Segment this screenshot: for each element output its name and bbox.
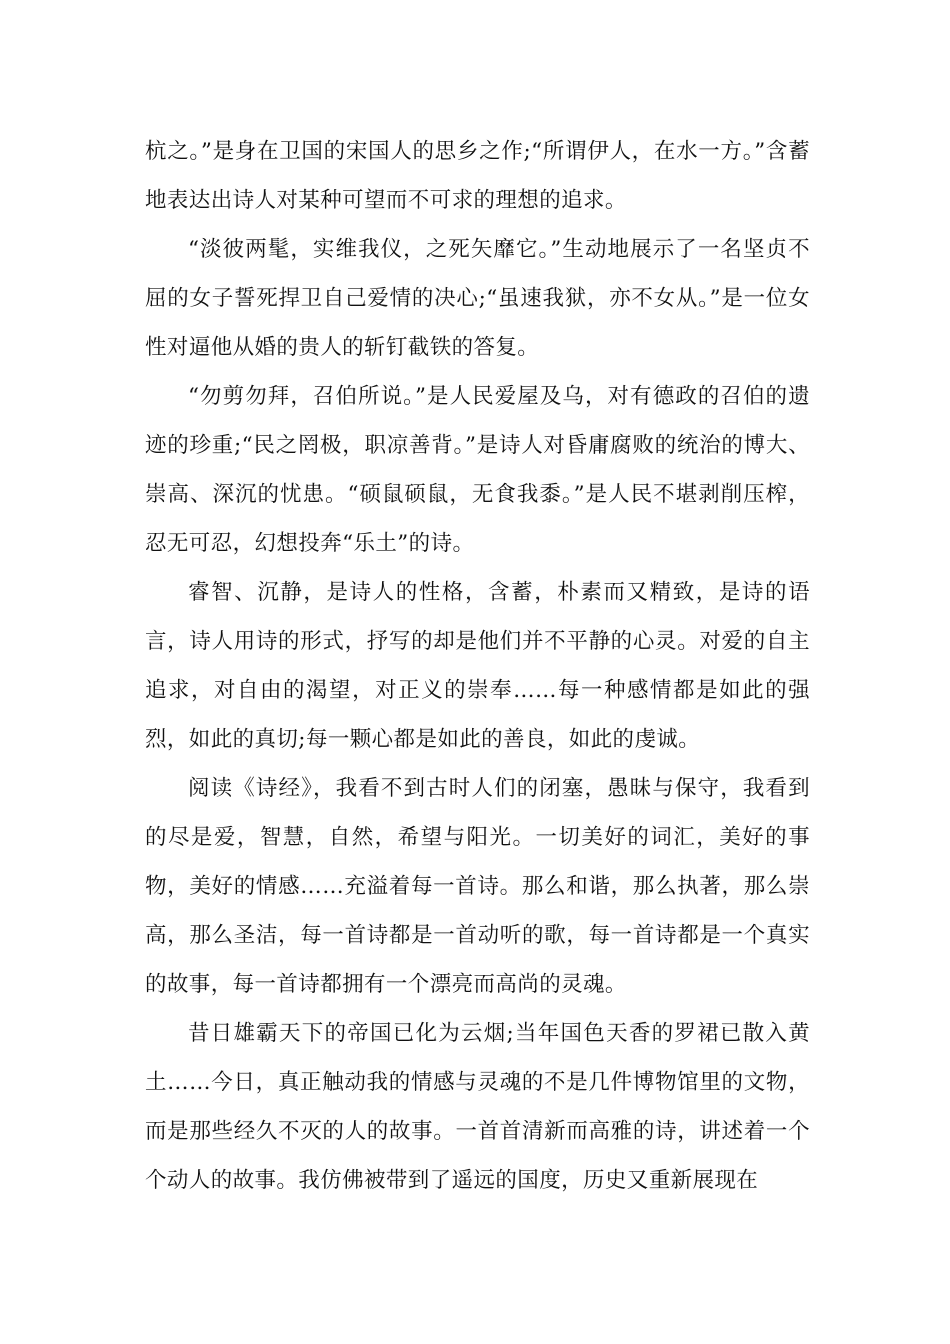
paragraph-3: “勿剪勿拜，召伯所说。”是人民爱屋及乌，对有德政的召伯的遗迹的珍重;“民之罔极，职凉善背。”是诗人对昏庸腐败的统治的博大、崇高、深沉的忧患。“硕鼠硕鼠，无食我黍。”是人民不堪剥削压榨，忍无可忍，幻想投奔“乐土”的诗。 <box>145 384 810 556</box>
paragraph-6: 昔日雄霸天下的帝国已化为云烟;当年国色天香的罗裙已散入黄土……今日，真正触动我的情感与灵魂的不是几件博物馆里的文物，而是那些经久不灭的人的故事。一首首清新而高雅的诗，讲述着一个个动人的故事。我仿佛被带到了遥远的国度，历史又重新展现在 <box>145 1021 810 1193</box>
paragraph-4: 睿智、沉静，是诗人的性格，含蓄，朴素而又精致，是诗的语言，诗人用诗的形式，抒写的却是他们并不平静的心灵。对爱的自主追求，对自由的渴望，对正义的崇奉……每一种感情都是如此的强烈，如此的真切;每一颗心都是如此的善良，如此的虔诚。 <box>145 580 810 752</box>
paragraph-1: 杭之。”是身在卫国的宋国人的思乡之作;“所谓伊人，在水一方。”含蓄地表达出诗人对某种可望而不可求的理想的追求。 <box>145 139 810 213</box>
document-body <box>145 127 810 1205</box>
paragraph-2: “淡彼两髦，实维我仪，之死矢靡它。”生动地展示了一名坚贞不屈的女子誓死捍卫自己爱情的决心;“虽速我狱，亦不女从。”是一位女性对逼他从婚的贵人的斩钉截铁的答复。 <box>145 237 810 360</box>
paragraph-5: 阅读《诗经》，我看不到古时人们的闭塞，愚昧与保守，我看到的尽是爱，智慧，自然，希望与阳光。一切美好的词汇，美好的事物，美好的情感……充溢着每一首诗。那么和谐，那么执著，那么崇高，那么圣洁，每一首诗都是一首动听的歌，每一首诗都是一个真实的故事，每一首诗都拥有一个漂亮而高尚的灵魂。 <box>145 776 810 997</box>
